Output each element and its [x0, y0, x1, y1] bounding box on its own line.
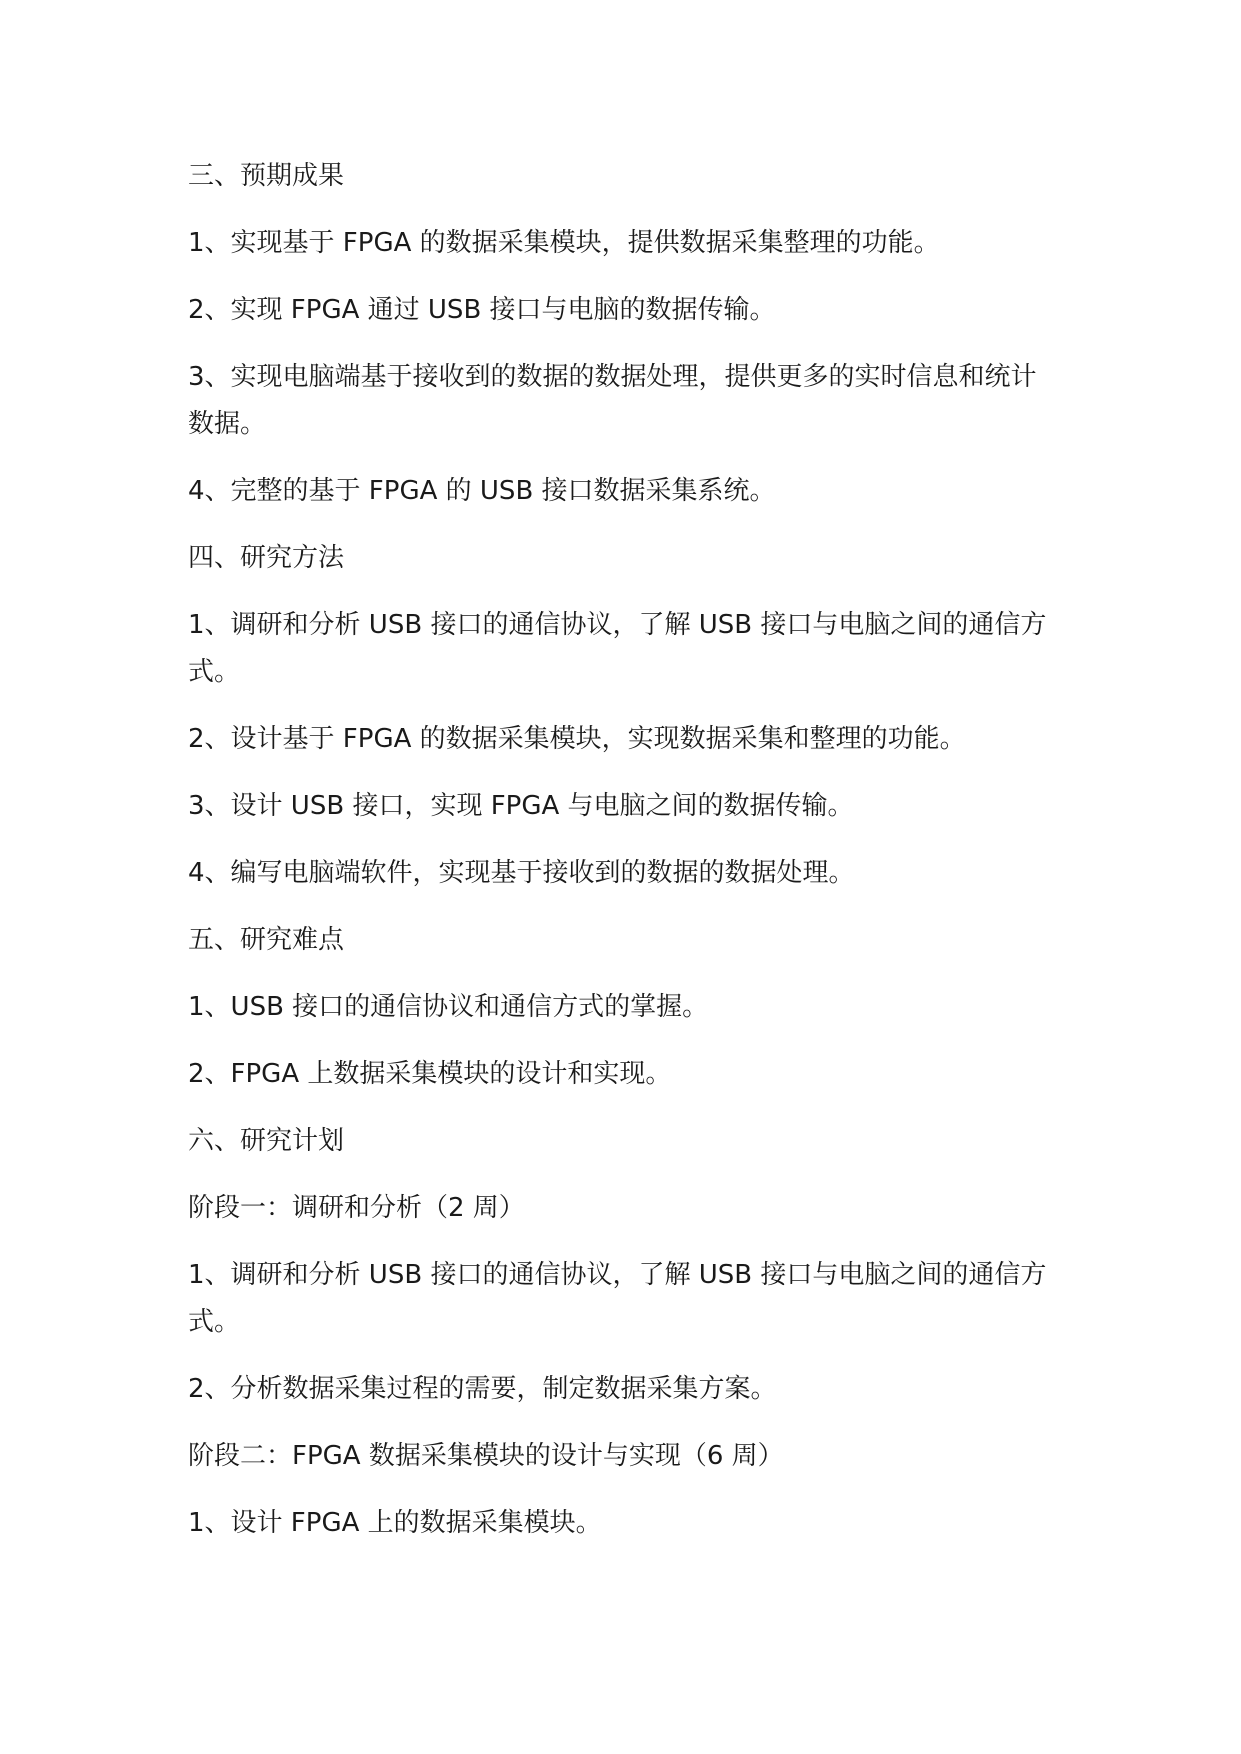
list-item: 2、设计基于 FPGA 的数据采集模块，实现数据采集和整理的功能。 — [188, 724, 966, 754]
list-item: 4、完整的基于 FPGA 的 USB 接口数据采集系统。 — [188, 476, 776, 506]
list-item: 3、设计 USB 接口，实现 FPGA 与电脑之间的数据传输。 — [188, 791, 854, 821]
list-item: 1、设计 FPGA 上的数据采集模块。 — [188, 1508, 602, 1538]
list-item: 4、编写电脑端软件，实现基于接收到的数据的数据处理。 — [188, 858, 855, 888]
list-item: 2、实现 FPGA 通过 USB 接口与电脑的数据传输。 — [188, 295, 776, 325]
section-heading-research-plan: 六、研究计划 — [188, 1126, 345, 1156]
section-heading-research-methods: 四、研究方法 — [188, 543, 345, 573]
section-heading-expected-results: 三、预期成果 — [188, 161, 345, 191]
document-body — [188, 153, 1058, 1567]
list-item: 1、实现基于 FPGA 的数据采集模块，提供数据采集整理的功能。 — [188, 228, 940, 258]
list-item: 1、调研和分析 USB 接口的通信协议，了解 USB 接口与电脑之间的通信方式。 — [188, 1260, 1047, 1337]
section-heading-research-difficulties: 五、研究难点 — [188, 925, 345, 955]
list-item: 1、USB 接口的通信协议和通信方式的掌握。 — [188, 992, 709, 1022]
list-item: 1、调研和分析 USB 接口的通信协议，了解 USB 接口与电脑之间的通信方式。 — [188, 610, 1047, 687]
list-item: 2、FPGA 上数据采集模块的设计和实现。 — [188, 1059, 672, 1089]
stage-heading: 阶段一：调研和分析（2 周） — [188, 1193, 525, 1223]
list-item: 2、分析数据采集过程的需要，制定数据采集方案。 — [188, 1374, 777, 1404]
stage-heading: 阶段二：FPGA 数据采集模块的设计与实现（6 周） — [188, 1441, 784, 1471]
list-item: 3、实现电脑端基于接收到的数据的数据处理，提供更多的实时信息和统计数据。 — [188, 362, 1037, 439]
